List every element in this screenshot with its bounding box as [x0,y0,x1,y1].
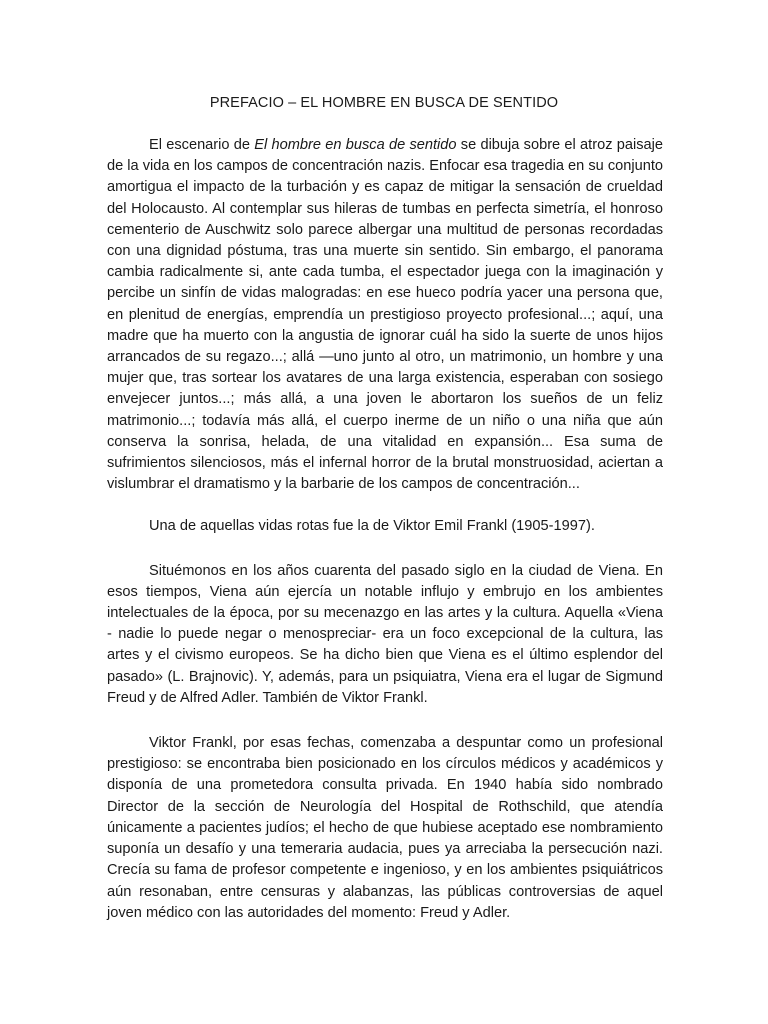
paragraph-4: Viktor Frankl, por esas fechas, comenzaba a despuntar como un profesional prestigioso: se encontraba bien posicionado en los círculos médicos y académicos y disponía de una prometedora consulta privada. En 1940 había sido nombrado Director de la sección de Neurología del Hospital de Rothschild, que atendía únicamente a pacientes judíos; el hecho de que hubiese aceptado ese nombramiento suponía un desafío y una temeraria audacia, pues ya arreciaba la persecución nazi. Crecía su fama de profesor competente e ingenioso, y en los ambientes psiquiátricos aún resonaban, entre censuras y alabanzas, las públicas controversias de aquel joven médico con las autoridades del momento: Freud y Adler. [107,735,663,921]
paragraph-1 [107,135,663,495]
paragraph-2: Una de aquellas vidas rotas fue la de Viktor Emil Frankl (1905-1997). [149,518,595,535]
document-body [107,135,663,946]
document-title: PREFACIO – EL HOMBRE EN BUSCA DE SENTIDO [209,95,559,111]
paragraph-3: Situémonos en los años cuarenta del pasado siglo en la ciudad de Viena. En esos tiempos, Viena aún ejercía un notable influjo y embrujo en los ambientes intelectuales de la época, por su mecenazgo en las artes y la cultura. Aquella «Viena - nadie lo puede negar o menospreciar- era un foco excepcional de la cultura, las artes y el civismo europeos. Se ha dicho bien que Viena es el último esplendor del pasado» (L. Brajnovic). Y, además, para un psiquiatra, Viena era el lugar de Sigmund Freud y de Alfred Adler. También de Viktor Frankl. [107,562,663,706]
paragraph-1-rest: se dibuja sobre el atroz paisaje de la vida en los campos de concentración nazis. Enfocar esa tragedia en su conjunto amortigua el impacto de la turbación y es capaz de mitigar la sensación de crueldad del Holocausto. Al contemplar sus hileras de tumbas en perfecta simetría, el honroso cementerio de Auschwitz solo parece albergar una multitud de personas recordadas con una dignidad póstuma, tras una muerte sin sentido. Sin embargo, el panorama cambia radicalmente si, ante cada tumba, el espectador juega con la imaginación y percibe un sinfín de vidas malogradas: en ese hueco podría yacer una persona que, en plenitud de energías, emprendía un prestigioso proyecto profesional...; aquí, una madre que ha muerto con la angustia de ignorar cuál ha sido la suerte de unos hijos arrancados de su regazo...; allá —uno junto al otro, un matrimonio, un hombre y una mujer que, tras sortear los avatares de una larga existencia, esperaban con sosiego envejecer juntos...; más allá, a una joven le abortaron los sueños de un feliz matrimonio...; todavía más allá, el cuerpo inerme de un niño o una niña que aún conserva la sonrisa, helada, de una vitalidad en expansión... Esa suma de sufrimientos silenciosos, más el infernal horror de la brutal monstruosidad, aciertan a vislumbrar el dramatismo y la barbarie de los campos de concentración... [107,137,664,493]
book-title-italic: El hombre en busca de sentido [254,137,457,153]
paragraph-1-lead: El escenario de [149,137,255,153]
